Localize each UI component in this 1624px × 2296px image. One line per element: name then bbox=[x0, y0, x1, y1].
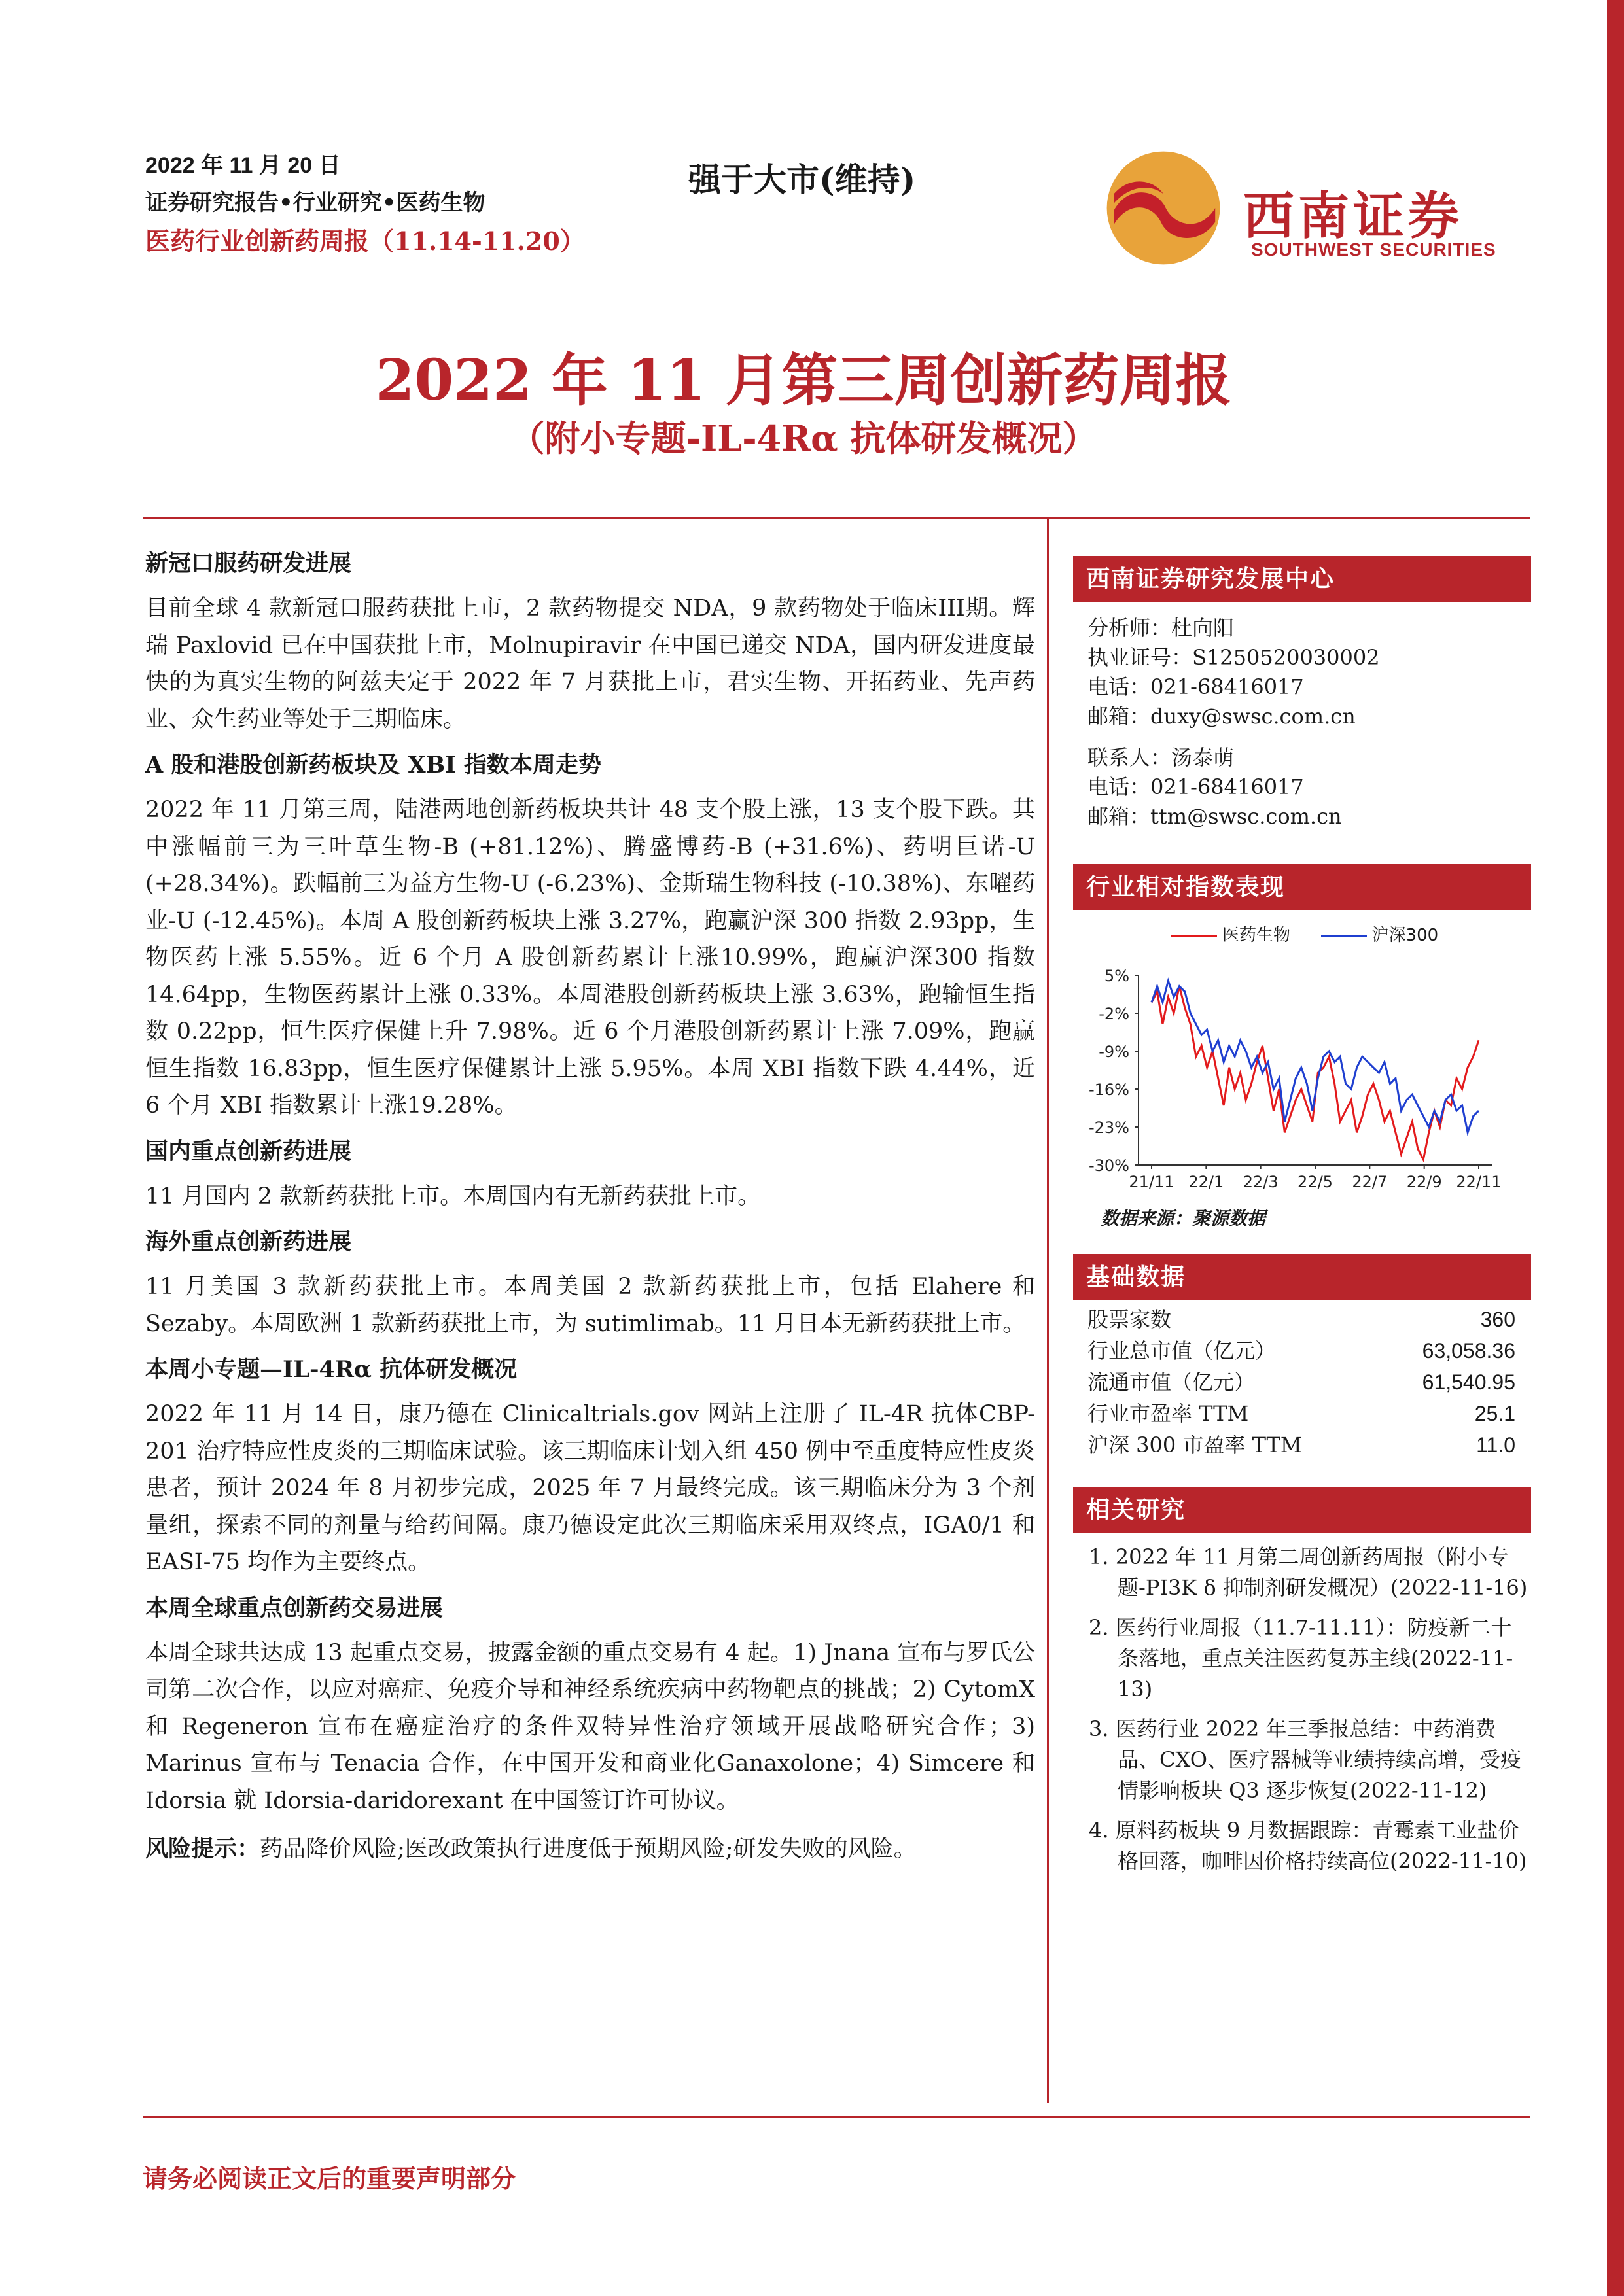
contact-email[interactable]: 邮箱：ttm@swsc.com.cn bbox=[1087, 804, 1342, 829]
report-subtitle: （附小专题-IL-4Rα 抗体研发概况） bbox=[509, 417, 1098, 459]
x-tick-label: 22/3 bbox=[1243, 1173, 1279, 1191]
related-item[interactable]: 2. 医药行业周报（11.7-11.11）：防疫新二十条落地，重点关注医药复苏主线(2022-11-13) bbox=[1089, 1615, 1513, 1701]
index-chart-plot bbox=[1073, 910, 1531, 1204]
section-text: 2022 年 11 月 14 日，康乃德在 Clinicaltrials.gov 网站上注册了 IL-4R 抗体CBP-201 治疗特应性皮炎的三期临床试验。该三期临床计划入组 450 例中至重度特应性皮炎患者，预计 2024 年 8 月初步完成，2025 年 7 月最终完成。该三期临床分为 3 个剂量组，探索不同的剂量与给药间隔。康乃德设定此次三期临床采用双终点，IGA0/1 和 EASI-75 均作为主要终点。 bbox=[145, 1401, 1035, 1575]
risk-text: 药品降价风险;医改政策执行进度低于预期风险;研发失败的风险。 bbox=[260, 1836, 917, 1862]
x-tick-label: 22/1 bbox=[1188, 1173, 1224, 1191]
related-item[interactable]: 1. 2022 年 11 月第二周创新药周报（附小专题-PI3K δ 抑制剂研发概况）(2022-11-16) bbox=[1089, 1544, 1528, 1600]
section-text: 11 月美国 3 款新药获批上市。本周美国 2 款新药获批上市，包括 Elahere 和 Sezaby。本周欧洲 1 款新药获批上市，为 sutimlimab。11 月日本无新药获批上市。 bbox=[145, 1274, 1035, 1337]
x-tick-label: 22/11 bbox=[1456, 1173, 1502, 1191]
analyst-license: 执业证号：S1250520030002 bbox=[1087, 645, 1380, 670]
section-heading: 本周小专题—IL-4Rα 抗体研发概况 bbox=[145, 1356, 518, 1383]
contact-phone: 电话：021-68416017 bbox=[1087, 774, 1304, 799]
section-covid bbox=[145, 548, 1035, 738]
section-deals bbox=[145, 1593, 1035, 1820]
analyst-email[interactable]: 邮箱：duxy@swsc.com.cn bbox=[1087, 704, 1356, 729]
basic-row bbox=[1073, 1335, 1531, 1366]
x-tick-label: 22/5 bbox=[1297, 1173, 1333, 1191]
risk-label: 风险提示： bbox=[145, 1835, 260, 1862]
header-divider bbox=[143, 517, 1530, 519]
basic-key: 行业市盈率 TTM bbox=[1087, 1401, 1249, 1426]
related-item[interactable]: 3. 医药行业 2022 年三季报总结：中药消费品、CXO、医疗器械等业绩持续高增，受疫情影响板块 Q3 逐步恢复(2022-11-12) bbox=[1089, 1716, 1521, 1803]
report-date: 2022 年 11 月 20 日 bbox=[145, 153, 341, 178]
section-heading: A 股和港股创新药板块及 XBI 指数本周走势 bbox=[145, 752, 601, 778]
index-performance-header: 行业相对指数表现 bbox=[1073, 864, 1531, 910]
risk-note bbox=[145, 1831, 1035, 1868]
section-overseas bbox=[145, 1226, 1035, 1342]
section-market bbox=[145, 750, 1035, 1124]
brand-name-en: SOUTHWEST SECURITIES bbox=[1251, 239, 1496, 260]
report-series: 医药行业创新药周报（11.14-11.20） bbox=[145, 226, 585, 256]
footer-divider bbox=[143, 2116, 1530, 2118]
contact-name: 联系人：汤泰萌 bbox=[1087, 745, 1235, 770]
section-text: 2022 年 11 月第三周，陆港两地创新药板块共计 48 支个股上涨，13 支个股下跌。其中涨幅前三为三叶草生物-B (+81.12%)、腾盛博药-B (+31.6%)、药明巨诺-U (+28.34%)。跌幅前三为益方生物-U (-6.23%)、金斯瑞生物科技 (-10.38%)、东曜药业-U (-12.45%)。本周 A 股创新药板块上涨 3.27%，跑赢沪深 300 指数 2.93pp，生物医药上涨 5.55%。近 6 个月 A 股创新药累计上涨10.99%，跑赢沪深300 指数 14.64pp，生物医药累计上涨 0.33%。本周港股创新药板块上涨 3.63%，跑输恒生指数 0.22pp，恒生医疗保健上升 7.98%。近 6 个月港股创新药累计上涨 7.09%，跑赢恒生指数 16.83pp，恒生医疗保健累计上涨 5.95%。本周 XBI 指数下跌 4.44%，近 6 个月 XBI 指数累计上涨19.28%。 bbox=[145, 797, 1035, 1119]
section-heading: 国内重点创新药进展 bbox=[145, 1138, 352, 1165]
rating-label: 强于大市(维持) bbox=[688, 160, 916, 199]
y-tick-label: -30% bbox=[1088, 1157, 1129, 1175]
basic-value: 360 bbox=[1480, 1308, 1515, 1331]
basic-data-header: 基础数据 bbox=[1073, 1254, 1531, 1300]
related-research-list bbox=[1073, 1542, 1531, 1877]
basic-value: 61,540.95 bbox=[1422, 1370, 1515, 1394]
related-item[interactable]: 4. 原料药板块 9 月数据跟踪：青霉素工业盐价格回落，咖啡因价格持续高位(2022-11-10) bbox=[1089, 1818, 1527, 1873]
legend-label-hs300: 沪深300 bbox=[1371, 926, 1439, 945]
section-text: 目前全球 4 款新冠口服药获批上市，2 款药物提交 NDA，9 款药物处于临床III期。辉瑞 Paxlovid 已在中国获批上市，Molnupiravir 在中国已递交 NDA，国内研发进度最快的为真实生物的阿兹夫定于 2022 年 7 月获批上市，君实生物、开拓药业、先声药业、众生药业等处于三期临床。 bbox=[145, 595, 1035, 733]
report-title: 2022 年 11 月第三周创新药周报 bbox=[375, 347, 1232, 413]
basic-key: 流通市值（亿元） bbox=[1087, 1370, 1256, 1395]
y-tick-label: -23% bbox=[1088, 1119, 1129, 1137]
basic-row bbox=[1073, 1398, 1531, 1429]
section-text: 本周全球共达成 13 起重点交易，披露金额的重点交易有 4 起。1) Jnana 宣布与罗氏公司第二次合作，以应对癌症、免疫介导和神经系统疾病中药物靶点的挑战；2) CytomX 和 Regeneron 宣布在癌症治疗的条件双特异性治疗领域开展战略研究合作；3) Marinus 宣布与 Tenacia 合作，在中国开发和商业化Ganaxolone；4) Simcere 和 Idorsia 就 Idorsia-daridorexant 在中国签订许可协议。 bbox=[145, 1639, 1035, 1814]
brand-name-cn: 西南证券 bbox=[1243, 186, 1464, 246]
basic-data-table bbox=[1073, 1304, 1531, 1461]
section-topic bbox=[145, 1354, 1035, 1581]
brand-logo-icon bbox=[1104, 149, 1222, 267]
sidebar bbox=[1073, 556, 1531, 1886]
legend-label-pharma: 医药生物 bbox=[1222, 926, 1291, 945]
analyst-phone: 电话：021-68416017 bbox=[1087, 674, 1304, 699]
section-text: 11 月国内 2 款新药获批上市。本周国内有无新药获批上市。 bbox=[145, 1183, 761, 1209]
basic-value: 63,058.36 bbox=[1422, 1339, 1515, 1363]
basic-row bbox=[1073, 1304, 1531, 1335]
index-chart bbox=[1073, 910, 1531, 1204]
chart-source: 数据来源：聚源数据 bbox=[1101, 1208, 1266, 1229]
disclaimer-footer: 请务必阅读正文后的重要声明部分 bbox=[143, 2164, 516, 2193]
column-divider bbox=[1047, 519, 1049, 2103]
section-heading: 海外重点创新药进展 bbox=[145, 1228, 352, 1255]
basic-value: 11.0 bbox=[1476, 1433, 1515, 1457]
y-tick-label: -9% bbox=[1099, 1043, 1129, 1061]
x-tick-label: 22/9 bbox=[1406, 1173, 1442, 1191]
page-edge-bar bbox=[1607, 0, 1624, 2296]
related-research-header: 相关研究 bbox=[1073, 1487, 1531, 1533]
series-line-pharma bbox=[1152, 986, 1479, 1160]
section-heading: 新冠口服药研发进展 bbox=[145, 550, 352, 577]
basic-key: 股票家数 bbox=[1087, 1307, 1172, 1332]
x-tick-label: 22/7 bbox=[1352, 1173, 1388, 1191]
research-center-header: 西南证券研究发展中心 bbox=[1073, 556, 1531, 602]
basic-key: 行业总市值（亿元） bbox=[1087, 1338, 1277, 1363]
basic-value: 25.1 bbox=[1474, 1402, 1515, 1425]
report-category: 证券研究报告•行业研究•医药生物 bbox=[145, 190, 485, 216]
analyst-name: 分析师：杜向阳 bbox=[1087, 616, 1235, 640]
main-column bbox=[145, 536, 1035, 1868]
section-heading: 本周全球重点创新药交易进展 bbox=[145, 1594, 444, 1622]
basic-key: 沪深 300 市盈率 TTM bbox=[1087, 1433, 1302, 1457]
basic-row bbox=[1073, 1429, 1531, 1461]
section-domestic bbox=[145, 1136, 1035, 1215]
y-tick-label: -2% bbox=[1099, 1005, 1129, 1023]
series-line-hs300 bbox=[1152, 981, 1479, 1132]
basic-row bbox=[1073, 1366, 1531, 1398]
x-tick-label: 21/11 bbox=[1129, 1173, 1174, 1191]
y-tick-label: 5% bbox=[1104, 967, 1129, 985]
y-tick-label: -16% bbox=[1088, 1081, 1129, 1099]
